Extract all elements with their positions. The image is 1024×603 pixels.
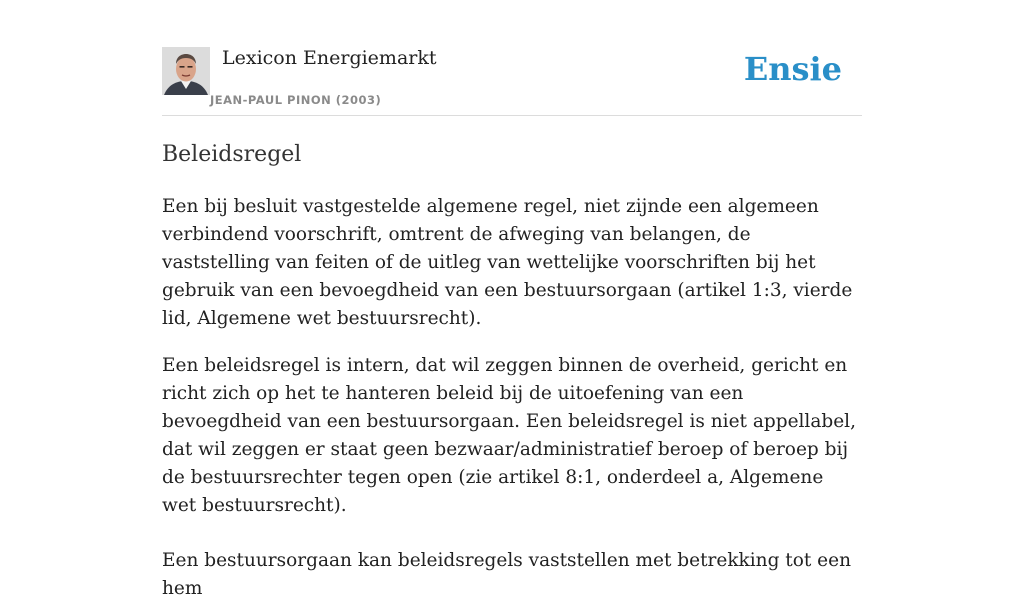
author-avatar[interactable] — [162, 47, 210, 95]
author-name[interactable]: JEAN-PAUL PINON (2003) — [210, 93, 382, 107]
entry-paragraph: Een bij besluit vastgestelde algemene regel, niet zijnde een algemeen verbindend voorschrift, omtrent de afweging van belangen, de vaststelling van feiten of de uitleg van wettelijke voorschriften bij het gebruik van een bevoegdheid van een bestuursorgaan (artikel 1:3, vierde lid, Algemene wet bestuursrecht). — [162, 196, 853, 329]
entry-title: Beleidsregel — [162, 142, 302, 167]
brand-logo[interactable]: Ensie — [743, 50, 842, 88]
author-portrait-icon — [162, 47, 210, 95]
entry-paragraph: Een bestuursorgaan kan beleidsregels vaststellen met betrekking tot een hem — [162, 550, 851, 599]
lexicon-title[interactable]: Lexicon Energiemarkt — [222, 47, 437, 69]
entry-card — [162, 0, 862, 603]
entry-header — [162, 0, 862, 116]
entry-paragraph: Een beleidsregel is intern, dat wil zeggen binnen de overheid, gericht en richt zich op het te hanteren beleid bij de uitoefening van een bevoegdheid van een bestuursorgaan. Een beleidsregel is niet appellabel, dat wil zeggen er staat geen bezwaar/administratief beroep of beroep bij de bestuursrechter tegen open (zie artikel 8:1, onderdeel a, Algemene wet bestuursrecht). — [162, 355, 856, 516]
